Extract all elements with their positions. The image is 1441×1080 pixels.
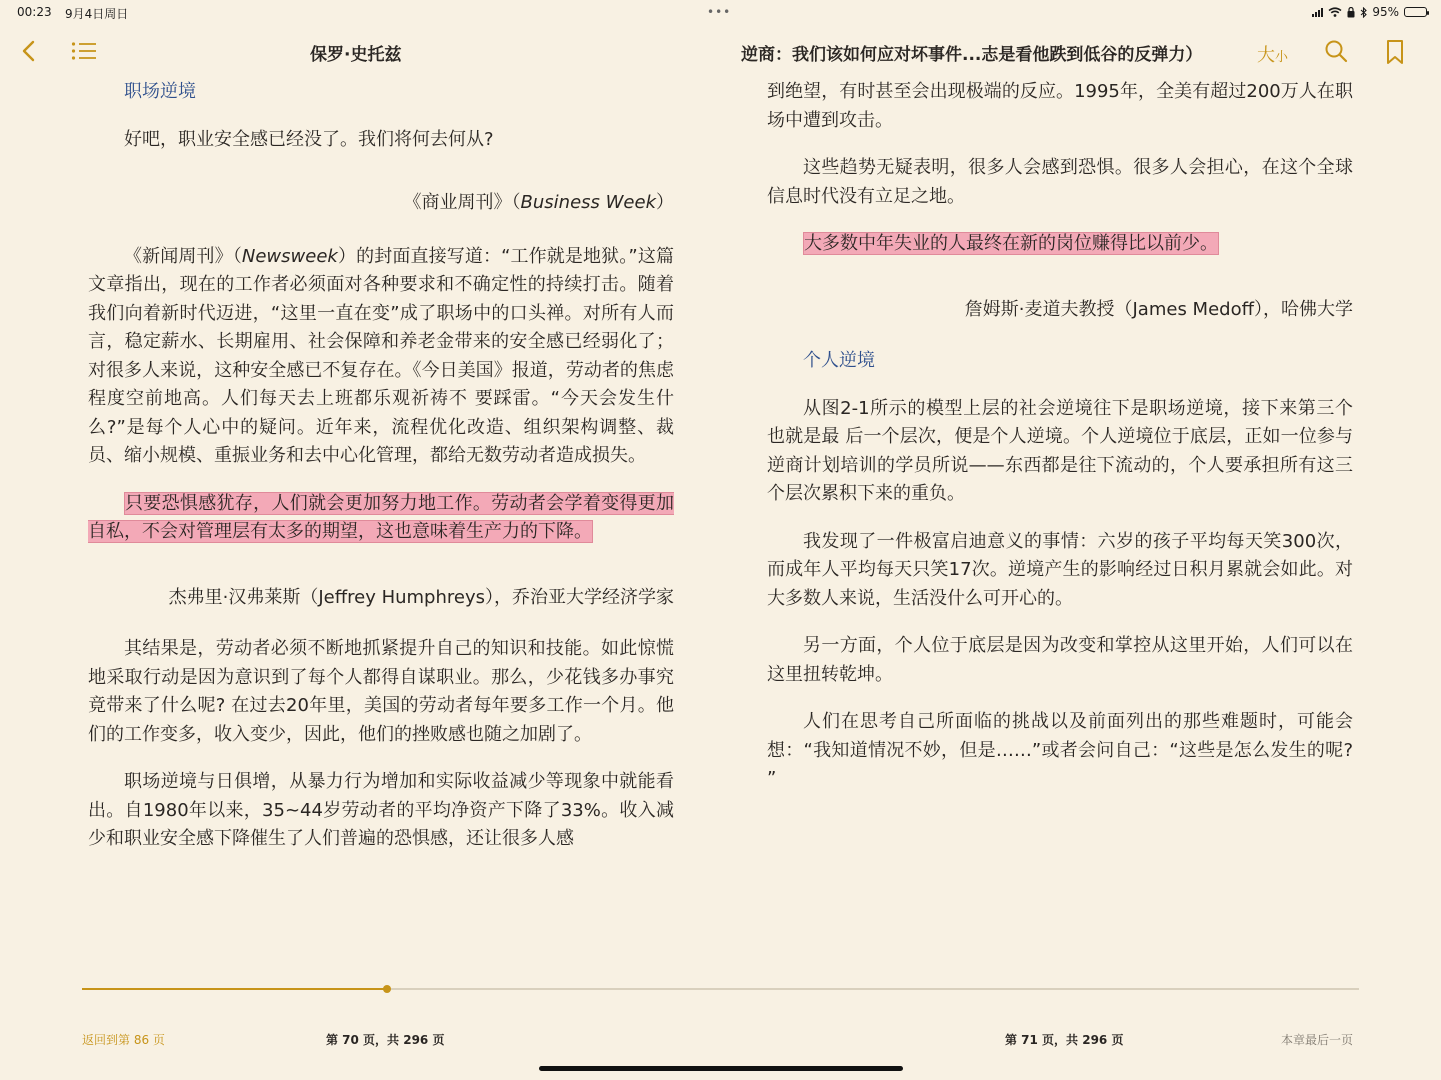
home-indicator[interactable] xyxy=(539,1066,903,1071)
paragraph: 其结果是，劳动者必须不断地抓紧提升自己的知识和技能。如此惊慌地采取行动是因为意识到了每个人都得自谋职业。那么，少花钱多办事究竟带来了什么呢? 在过去20年里，美国的劳动者每年要多工作一个月。他们的工作变多，收入变少，因此，他们的挫败感也随之加剧了。 xyxy=(88,638,674,745)
progress-fill xyxy=(82,988,387,990)
paragraph: 从图2-1所示的模型上层的社会逆境往下是职场逆境，接下来第三个也就是最 后一个层次，便是个人逆境。个人逆境位于底层，正如一位参与逆商计划培训的学员所说——东西都是往下流动的，个人要承担所有这三个层次累积下来的重负。 xyxy=(767,397,1353,504)
paragraph-post: ）的封面直接写道：“工作就是地狱。”这篇文章指出，现在的工作者必须面对各种要求和不确定性的持续打击。随着我们向着新时代迈进，“这里一直在变”成了职场中的口头禅。对所有人而言，稳定薪水、长期雇用、社会保障和养老金带来的安全感已经弱化了；对很多人来说，这种安全感已不复存在。《今日美国》报道，劳动者的焦虑程度空前地高。人们每天去上班都乐观祈祷不 要踩雷。“今天会发生什么?”是每个人心中的疑问。近年来，流程优化改造、组织架构调整、裁员、缩小规模、重振业务和去中心化管理，都给无数劳动者造成损失。 xyxy=(88,245,674,466)
attribution: 杰弗里·汉弗莱斯（Jeffrey Humphreys），乔治亚大学经济学家 xyxy=(168,586,674,608)
paragraph: 我发现了一件极富启迪意义的事情：六岁的孩子平均每天笑300次，而成年人平均每天只笑17次。逆境产生的影响经过日积月累就会如此。对大多数人来说，生活没什么可开心的。 xyxy=(767,530,1353,609)
bluetooth-icon xyxy=(1360,7,1367,18)
paragraph xyxy=(88,243,674,471)
wifi-icon xyxy=(1328,7,1342,17)
bookmark-icon xyxy=(1386,39,1404,65)
right-page xyxy=(767,78,1353,813)
multitasking-dots[interactable]: ••• xyxy=(707,5,732,19)
left-page xyxy=(88,78,674,873)
list-icon xyxy=(71,41,97,61)
bookmark-button[interactable] xyxy=(1386,39,1404,69)
battery-icon xyxy=(1404,7,1427,17)
back-button[interactable] xyxy=(20,39,36,67)
attribution-latin: Business Week xyxy=(520,192,656,213)
attribution-post: ） xyxy=(656,192,674,213)
attribution-pre: 《商业周刊》（ xyxy=(403,192,521,213)
right-page-number: 第 71 页，共 296 页 xyxy=(1005,1033,1124,1047)
table-of-contents-button[interactable] xyxy=(71,41,97,65)
attribution xyxy=(88,189,674,218)
chevron-left-icon xyxy=(20,39,36,63)
paragraph: 人们在思考自己所面临的挑战以及前面列出的那些难题时，可能会想：“我知道情况不妙，但是……”或者会问自己：“这些是怎么发生的呢? ” xyxy=(767,711,1353,789)
font-size-small-label: 小 xyxy=(1275,50,1289,65)
font-size-big-label: 大 xyxy=(1257,45,1275,66)
paragraph: 另一方面，个人位于底层是因为改变和掌控从这里开始，人们可以在这里扭转乾坤。 xyxy=(767,635,1353,685)
status-bar xyxy=(0,0,1441,26)
book-author-title: 保罗·史托兹 xyxy=(310,45,402,65)
highlight-mark[interactable]: 只要恐惧感犹存，人们就会更加努力地工作。劳动者会学着变得更加自私，不会对管理层有太多的期望，这也意味着生产力的下降。 xyxy=(88,492,674,542)
cellular-signal-icon xyxy=(1312,7,1323,17)
battery-percent: 95% xyxy=(1372,5,1399,19)
font-size-button[interactable] xyxy=(1257,41,1288,67)
attribution: 詹姆斯·麦道夫教授（James Medoff），哈佛大学 xyxy=(964,298,1353,320)
chapter-title: 逆商：我们该如何应对坏事件...志是看他跌到低谷的反弹力） xyxy=(741,45,1203,65)
search-button[interactable] xyxy=(1324,39,1348,67)
search-icon xyxy=(1324,39,1348,63)
status-time: 00:23 xyxy=(17,5,52,19)
paragraph: 这些趋势无疑表明，很多人会感到恐惧。很多人会担心，在这个全球信息时代没有立足之地。 xyxy=(767,157,1353,207)
status-right xyxy=(1312,5,1427,19)
paragraph-pre: 《新闻周刊》（ xyxy=(124,245,242,267)
section-heading: 职场逆境 xyxy=(124,81,196,102)
status-date: 9月4日周日 xyxy=(65,7,129,21)
highlighted-quote[interactable] xyxy=(88,490,674,547)
left-page-number: 第 70 页，共 296 页 xyxy=(326,1033,445,1047)
progress-thumb[interactable] xyxy=(383,985,391,993)
highlight-mark[interactable]: 大多数中年失业的人最终在新的岗位赚得比以前少。 xyxy=(804,233,1218,254)
reading-progress-slider[interactable] xyxy=(82,988,1359,990)
paragraph: 职场逆境与日俱增，从暴力行为增加和实际收益减少等现象中就能看出。自1980年以来，35~44岁劳动者的平均净资产下降了33%。收入减少和职业安全感下降催生了人们普遍的恐惧感，还让很多人感 xyxy=(88,771,674,849)
section-heading: 个人逆境 xyxy=(803,350,875,371)
paragraph: 到绝望，有时甚至会出现极端的反应。1995年，全美有超过200万人在职场中遭到攻击。 xyxy=(767,81,1353,131)
chapter-last-page-label: 本章最后一页 xyxy=(1281,1033,1354,1047)
paragraph: 好吧，职业安全感已经没了。我们将何去何从? xyxy=(124,128,494,150)
highlighted-quote[interactable] xyxy=(767,230,1353,259)
paragraph-latin: Newsweek xyxy=(241,245,338,267)
return-to-page-link[interactable]: 返回到第 86 页 xyxy=(82,1033,165,1047)
orientation-lock-icon xyxy=(1347,7,1355,18)
